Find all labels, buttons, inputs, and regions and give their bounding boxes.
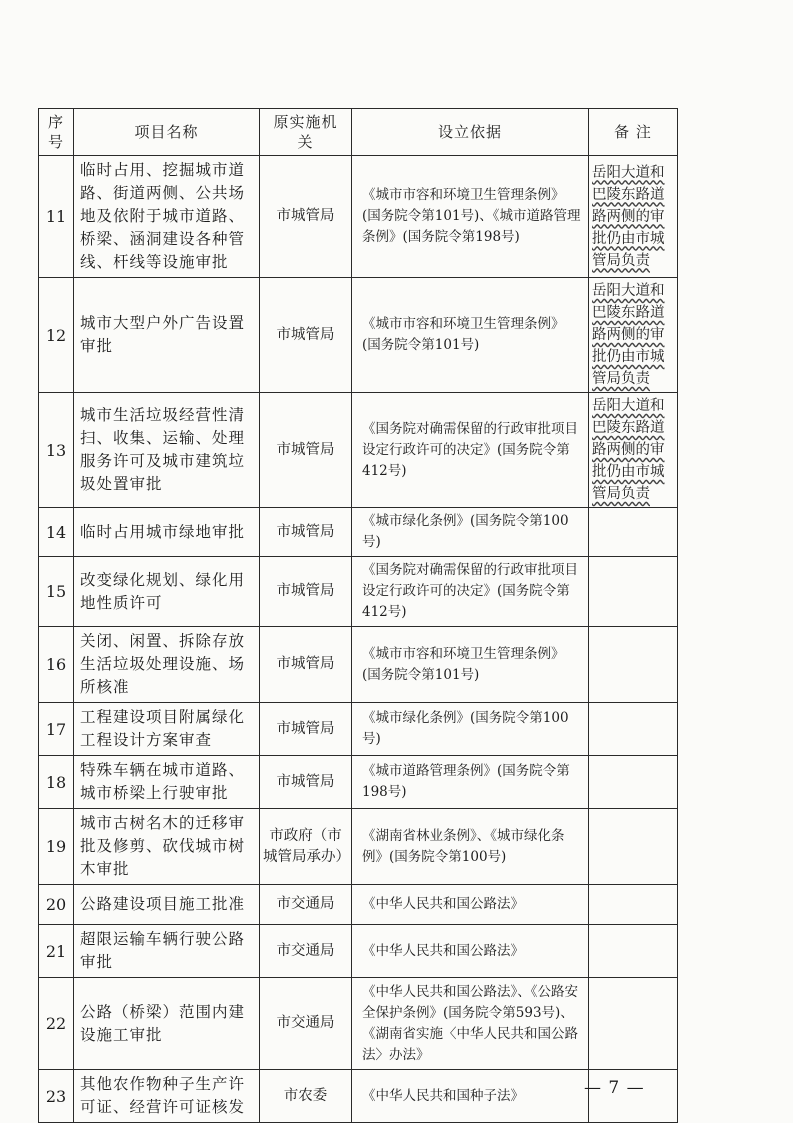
original-agency: 市城管局 — [260, 393, 352, 508]
original-agency: 市城管局 — [260, 756, 352, 809]
item-name: 公路（桥梁）范围内建设施工审批 — [74, 978, 260, 1070]
table-row — [39, 508, 678, 557]
header-basis: 设立依据 — [352, 109, 589, 156]
item-name: 临时占用城市绿地审批 — [74, 508, 260, 557]
remark — [589, 627, 678, 703]
row-number: 20 — [39, 885, 74, 925]
remark — [589, 508, 678, 557]
table-row — [39, 156, 678, 278]
legal-basis: 《城市市容和环境卫生管理条例》(国务院令第101号)、《城市道路管理条例》(国务院令第198号) — [352, 156, 589, 278]
legal-basis: 《城市道路管理条例》(国务院令第198号) — [352, 756, 589, 809]
original-agency: 市城管局 — [260, 278, 352, 393]
row-number: 17 — [39, 703, 74, 756]
header-remark: 备 注 — [589, 109, 678, 156]
original-agency: 市城管局 — [260, 627, 352, 703]
item-name: 关闭、闲置、拆除存放生活垃圾处理设施、场所核准 — [74, 627, 260, 703]
table-row — [39, 278, 678, 393]
original-agency: 市交通局 — [260, 978, 352, 1070]
remark — [589, 978, 678, 1070]
item-name: 城市大型户外广告设置审批 — [74, 278, 260, 393]
table-row — [39, 978, 678, 1070]
legal-basis: 《城市绿化条例》(国务院令第100号) — [352, 508, 589, 557]
row-number: 15 — [39, 557, 74, 627]
legal-basis: 《中华人民共和国公路法》 — [352, 885, 589, 925]
legal-basis: 《中华人民共和国公路法》、《公路安全保护条例》(国务院令第593号)、《湖南省实施〈中华人民共和国公路法〉办法》 — [352, 978, 589, 1070]
original-agency: 市城管局 — [260, 703, 352, 756]
row-number: 13 — [39, 393, 74, 508]
remark — [589, 756, 678, 809]
row-number: 19 — [39, 809, 74, 885]
item-name: 城市古树名木的迁移审批及修剪、砍伐城市树木审批 — [74, 809, 260, 885]
original-agency: 市政府（市城管局承办） — [260, 809, 352, 885]
handwritten-remark: 岳阳大道和巴陵东路道路两侧的审批仍由市城管局负责 — [589, 393, 678, 508]
row-number: 11 — [39, 156, 74, 278]
remark — [589, 809, 678, 885]
item-name: 公路建设项目施工批准 — [74, 885, 260, 925]
table-row — [39, 756, 678, 809]
remark — [589, 703, 678, 756]
original-agency: 市交通局 — [260, 925, 352, 978]
table-row — [39, 885, 678, 925]
row-number: 22 — [39, 978, 74, 1070]
remark — [589, 557, 678, 627]
table-row — [39, 393, 678, 508]
row-number: 23 — [39, 1070, 74, 1123]
remark — [589, 925, 678, 978]
item-name: 超限运输车辆行驶公路审批 — [74, 925, 260, 978]
legal-basis: 《湖南省林业条例》、《城市绿化条例》(国务院令第100号) — [352, 809, 589, 885]
original-agency: 市交通局 — [260, 885, 352, 925]
header-agency: 原实施机关 — [260, 109, 352, 156]
table-row — [39, 809, 678, 885]
legal-basis: 《中华人民共和国种子法》 — [352, 1070, 589, 1123]
original-agency: 市农委 — [260, 1070, 352, 1123]
legal-basis: 《城市市容和环境卫生管理条例》(国务院令第101号) — [352, 627, 589, 703]
item-name: 改变绿化规划、绿化用地性质许可 — [74, 557, 260, 627]
table-row — [39, 557, 678, 627]
row-number: 12 — [39, 278, 74, 393]
table-row — [39, 627, 678, 703]
item-name: 特殊车辆在城市道路、城市桥梁上行驶审批 — [74, 756, 260, 809]
table-row — [39, 703, 678, 756]
legal-basis: 《国务院对确需保留的行政审批项目设定行政许可的决定》(国务院令第412号) — [352, 393, 589, 508]
item-name: 工程建设项目附属绿化工程设计方案审查 — [74, 703, 260, 756]
handwritten-remark: 岳阳大道和巴陵东路道路两侧的审批仍由市城管局负责 — [589, 278, 678, 393]
original-agency: 市城管局 — [260, 557, 352, 627]
legal-basis: 《城市市容和环境卫生管理条例》(国务院令第101号) — [352, 278, 589, 393]
legal-basis: 《国务院对确需保留的行政审批项目设定行政许可的决定》(国务院令第412号) — [352, 557, 589, 627]
handwritten-remark: 岳阳大道和巴陵东路道路两侧的审批仍由市城管局负责 — [589, 156, 678, 278]
header-no: 序号 — [39, 109, 74, 156]
page-number: — 7 — — [584, 1078, 645, 1098]
row-number: 18 — [39, 756, 74, 809]
original-agency: 市城管局 — [260, 508, 352, 557]
row-number: 14 — [39, 508, 74, 557]
row-number: 16 — [39, 627, 74, 703]
row-number: 21 — [39, 925, 74, 978]
table-row — [39, 1070, 678, 1123]
item-name: 城市生活垃圾经营性清扫、收集、运输、处理服务许可及城市建筑垃圾处置审批 — [74, 393, 260, 508]
item-name: 其他农作物种子生产许可证、经营许可证核发 — [74, 1070, 260, 1123]
approval-items-table — [38, 108, 678, 1123]
header-name: 项目名称 — [74, 109, 260, 156]
table-header-row — [39, 109, 678, 156]
item-name: 临时占用、挖掘城市道路、街道两侧、公共场地及依附于城市道路、桥梁、涵洞建设各种管线、杆线等设施审批 — [74, 156, 260, 278]
original-agency: 市城管局 — [260, 156, 352, 278]
remark — [589, 885, 678, 925]
table-row — [39, 925, 678, 978]
legal-basis: 《中华人民共和国公路法》 — [352, 925, 589, 978]
legal-basis: 《城市绿化条例》(国务院令第100号) — [352, 703, 589, 756]
